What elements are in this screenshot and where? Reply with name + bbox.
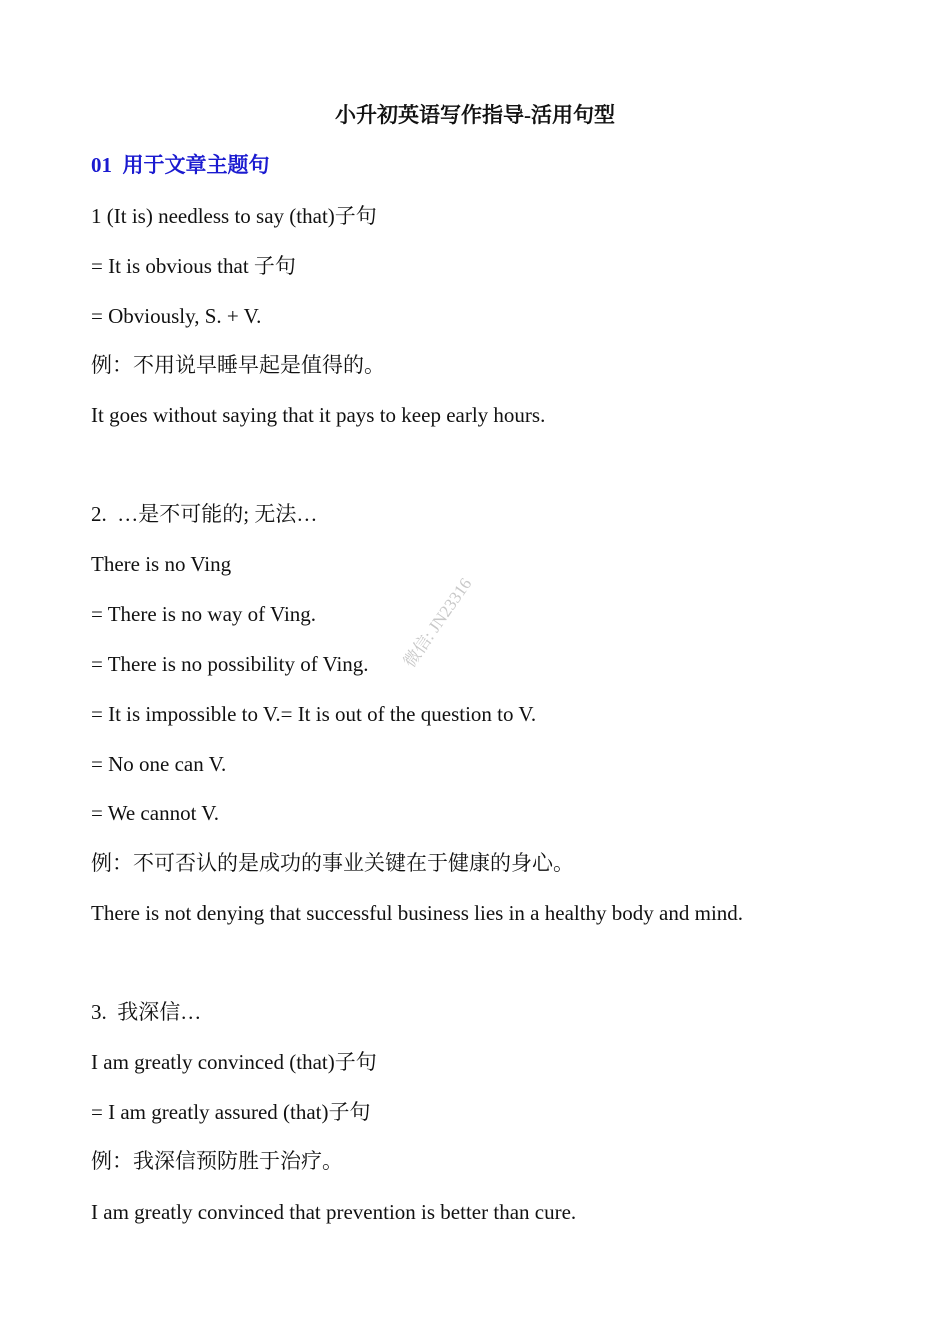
watermark-text: 微信: JN23316 bbox=[400, 574, 476, 671]
section-heading: 01 用于文章主题句 bbox=[91, 153, 270, 177]
pattern-1-line-1: 1 (It is) needless to say (that)子句 bbox=[91, 204, 377, 228]
pattern-1-example-cn: 例：不用说早睡早起是值得的。 bbox=[91, 353, 385, 377]
pattern-3-example-cn: 例：我深信预防胜于治疗。 bbox=[91, 1149, 343, 1173]
page-title: 小升初英语写作指导-活用句型 bbox=[335, 103, 615, 127]
pattern-1-example-en: It goes without saying that it pays to keep early hours. bbox=[91, 403, 546, 427]
pattern-2-line-6: = We cannot V. bbox=[91, 801, 219, 825]
pattern-2-line-3: = There is no possibility of Ving. bbox=[91, 652, 369, 676]
pattern-3-example-en: I am greatly convinced that prevention is better than cure. bbox=[91, 1200, 577, 1224]
pattern-1-line-3: = Obviously, S. + V. bbox=[91, 304, 262, 328]
pattern-1-line-2: = It is obvious that 子句 bbox=[91, 254, 296, 278]
pattern-2-example-cn: 例：不可否认的是成功的事业关键在于健康的身心。 bbox=[91, 851, 574, 875]
pattern-2-line-4: = It is impossible to V.= It is out of the question to V. bbox=[91, 702, 537, 726]
pattern-2-heading: 2. …是不可能的; 无法… bbox=[91, 502, 318, 526]
pattern-3-line-1: I am greatly convinced (that)子句 bbox=[91, 1050, 377, 1074]
pattern-2-example-en: There is not denying that successful business lies in a healthy body and mind. bbox=[91, 901, 744, 925]
pattern-2-line-2: = There is no way of Ving. bbox=[91, 602, 317, 626]
pattern-2-line-1: There is no Ving bbox=[91, 552, 232, 576]
pattern-3-line-2: = I am greatly assured (that)子句 bbox=[91, 1100, 371, 1124]
pattern-2-line-5: = No one can V. bbox=[91, 752, 227, 776]
pattern-3-heading: 3. 我深信… bbox=[91, 1000, 202, 1024]
